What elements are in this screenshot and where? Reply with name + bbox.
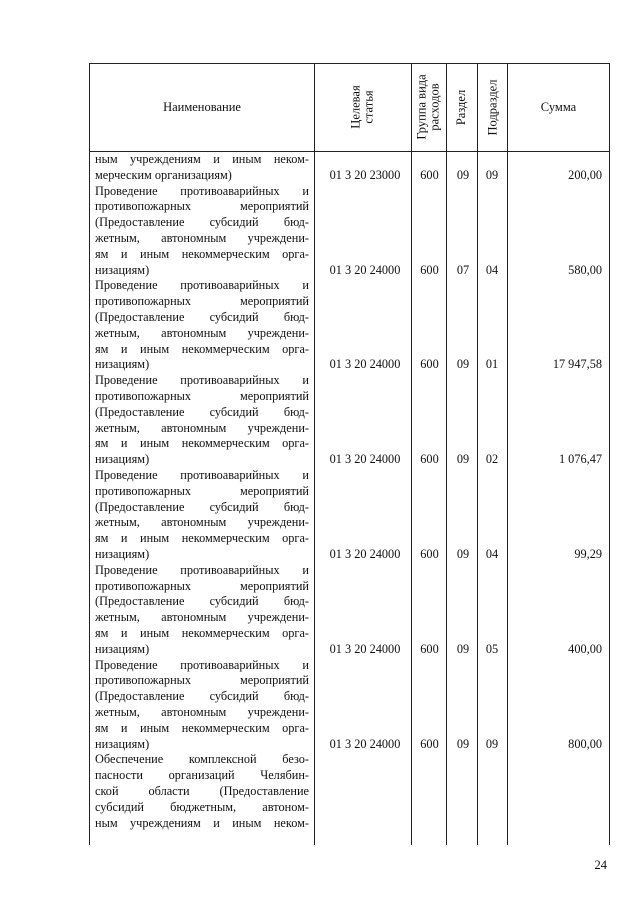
table-border-right	[609, 63, 610, 845]
name-text-line: (Предоставление субсидий бюд-	[95, 215, 309, 230]
name-text-line: Проведение противоаварийных и	[95, 468, 309, 482]
cell-podrazdel: 05	[485, 641, 499, 656]
cell-group: 600	[420, 547, 439, 561]
cell-group: 600	[420, 167, 439, 182]
name-text-line: жетным, автономным учреждени-	[95, 231, 309, 245]
name-text-line: ям и иным некоммерческим орга-	[95, 720, 309, 735]
header-sum-label: Сумма	[540, 99, 577, 114]
name-text-line: ям и иным некоммерческим орга-	[95, 246, 309, 261]
cell-podrazdel: 09	[485, 167, 499, 182]
name-text-line: жетным, автономным учреждени-	[95, 515, 309, 530]
header-group-label: Группа вида расходов	[415, 74, 443, 140]
cell-razdel: 09	[456, 547, 470, 561]
name-text-line: низациям)	[95, 736, 150, 751]
header-podrazdel	[478, 64, 507, 150]
cell-article: 01 3 20 24000	[329, 357, 401, 372]
cell-group: 600	[420, 262, 439, 277]
cell-sum: 99,29	[574, 547, 602, 561]
name-text-line: (Предоставление субсидий бюд-	[95, 594, 309, 609]
cell-sum: 400,00	[568, 641, 602, 656]
name-text-line: (Предоставление субсидий бюд-	[95, 310, 309, 324]
name-text-line: пасности организаций Челябин-	[95, 768, 309, 783]
name-text-line: низациям)	[95, 262, 150, 277]
name-text-line: Обеспечение комплексной безо-	[95, 752, 309, 767]
cell-razdel: 09	[456, 641, 470, 656]
cell-article: 01 3 20 24000	[329, 641, 401, 656]
name-text-line: Проведение противоаварийных и	[95, 183, 309, 198]
header-sum	[508, 64, 609, 150]
name-text-line: Проведение противоаварийных и	[95, 278, 309, 293]
name-text-line: ным учреждениям и иным неком-	[95, 815, 309, 830]
name-text-line: противопожарных мероприятий	[95, 578, 309, 593]
cell-article: 01 3 20 24000	[329, 736, 401, 751]
cell-podrazdel: 02	[485, 452, 499, 467]
budget-table	[89, 63, 610, 845]
name-text-line: противопожарных мероприятий	[95, 389, 309, 403]
column-divider	[411, 63, 412, 845]
header-podrazdel-label: Подраздел	[485, 79, 499, 135]
cell-sum: 200,00	[568, 167, 602, 182]
header-group	[412, 64, 446, 150]
name-text-line: Проведение противоаварийных и	[95, 657, 309, 672]
name-text-line: ям и иным некоммерческим орга-	[95, 531, 309, 546]
header-razdel-label: Раздел	[454, 89, 469, 125]
name-text-line: жетным, автономным учреждени-	[95, 325, 309, 340]
cell-group: 600	[420, 736, 439, 751]
cell-razdel: 07	[456, 262, 470, 277]
name-text-line: противопожарных мероприятий	[95, 483, 309, 498]
name-text-line: низациям)	[95, 357, 150, 372]
column-divider	[507, 63, 508, 845]
cell-podrazdel: 09	[485, 736, 499, 751]
column-divider	[314, 63, 315, 845]
cell-podrazdel: 01	[485, 357, 499, 372]
header-article-label: Целевая статья	[349, 85, 376, 129]
cell-group: 600	[420, 357, 439, 372]
cell-razdel: 09	[456, 357, 470, 372]
name-text-line: мерческим организациям)	[95, 167, 232, 182]
name-text-line: жетным, автономным учреждени-	[95, 705, 309, 719]
table-border-left	[89, 63, 90, 845]
cell-sum: 580,00	[568, 262, 602, 277]
cell-sum: 800,00	[568, 736, 602, 751]
name-text-line: субсидий бюджетным, автоном-	[95, 799, 309, 814]
cell-razdel: 09	[456, 167, 470, 182]
name-text-line: жетным, автономным учреждени-	[95, 420, 309, 435]
name-text-line: Проведение противоаварийных и	[95, 562, 309, 577]
cell-sum: 17 947,58	[552, 357, 602, 372]
name-text-line: ям и иным некоммерческим орга-	[95, 436, 309, 451]
name-text-line: противопожарных мероприятий	[95, 673, 309, 688]
header-article	[315, 64, 411, 150]
name-text-line: ям и иным некоммерческим орга-	[95, 341, 309, 356]
header-name-label: Наименование	[163, 99, 241, 114]
cell-article: 01 3 20 24000	[329, 547, 401, 561]
name-text-line: низациям)	[95, 641, 150, 656]
cell-sum: 1 076,47	[558, 452, 602, 467]
cell-article: 01 3 20 24000	[329, 452, 401, 467]
column-divider	[446, 63, 447, 845]
name-text-line: (Предоставление субсидий бюд-	[95, 499, 309, 514]
name-text-line: низациям)	[95, 452, 150, 467]
name-text-line: (Предоставление субсидий бюд-	[95, 404, 309, 419]
cell-group: 600	[420, 641, 439, 656]
cell-article: 01 3 20 23000	[329, 167, 401, 182]
name-text-line: ным учреждениям и иным неком-	[95, 152, 309, 166]
cell-group: 600	[420, 452, 439, 467]
name-text-line: ской области (Предоставление	[95, 784, 309, 798]
name-text-line: (Предоставление субсидий бюд-	[95, 689, 309, 704]
page-number: 24	[594, 858, 607, 872]
header-razdel	[447, 64, 477, 150]
name-text-line: ям и иным некоммерческим орга-	[95, 626, 309, 640]
name-text-line: низациям)	[95, 547, 150, 561]
cell-podrazdel: 04	[485, 547, 499, 561]
cell-razdel: 09	[456, 452, 470, 467]
name-text-line: противопожарных мероприятий	[95, 199, 309, 214]
cell-article: 01 3 20 24000	[329, 262, 401, 277]
header-name	[90, 64, 314, 150]
cell-podrazdel: 04	[485, 262, 499, 277]
name-text-line: противопожарных мероприятий	[95, 294, 309, 309]
name-text-line: Проведение противоаварийных и	[95, 373, 309, 388]
name-text-line: жетным, автономным учреждени-	[95, 610, 309, 625]
cell-razdel: 09	[456, 736, 470, 751]
